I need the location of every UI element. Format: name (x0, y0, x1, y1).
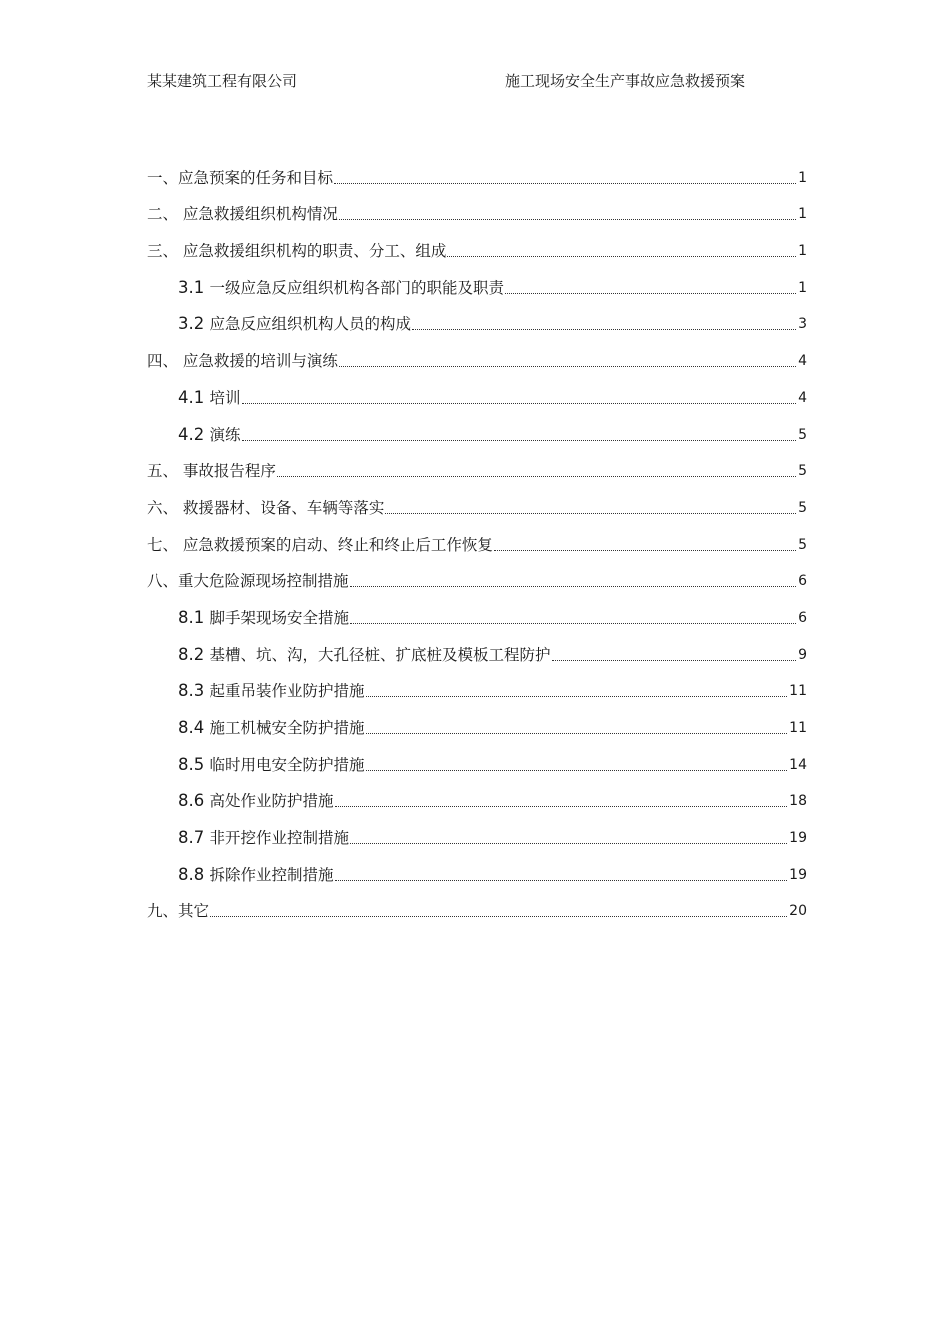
toc-entry-number: 8.6 (178, 791, 210, 811)
toc-dot-leader (505, 293, 796, 294)
toc-dot-leader (366, 770, 788, 771)
toc-entry-text: 四、 应急救援的培训与演练 (147, 352, 338, 371)
toc-dot-leader (339, 366, 796, 367)
toc-entry-text: 非开挖作业控制措施 (209, 829, 350, 848)
toc-dot-leader (350, 623, 796, 624)
toc-entry-title (147, 167, 333, 189)
toc-entry-number: 3.2 (178, 314, 210, 334)
toc-entry[interactable] (147, 739, 807, 776)
toc-dot-leader (210, 916, 787, 917)
toc-page-number: 19 (789, 866, 807, 883)
toc-entry-title (147, 570, 349, 592)
toc-entry-title (178, 644, 551, 666)
toc-page-number: 3 (798, 316, 807, 333)
toc-page-number: 4 (798, 353, 807, 370)
toc-entry-title (178, 607, 349, 629)
toc-entry[interactable] (147, 812, 807, 849)
toc-entry-text: 二、 应急救援组织机构情况 (147, 205, 338, 224)
toc-entry-number: 4.2 (178, 424, 210, 444)
toc-entry[interactable] (147, 335, 807, 372)
toc-dot-leader (339, 219, 796, 220)
toc-entry-text: 一级应急反应组织机构各部门的职能及职责 (209, 278, 505, 297)
toc-dot-leader (350, 843, 787, 844)
toc-page-number: 19 (789, 830, 807, 847)
toc-page-number: 20 (789, 903, 807, 920)
toc-entry[interactable] (147, 702, 807, 739)
toc-dot-leader (385, 513, 796, 514)
toc-entry-text: 演练 (209, 425, 241, 444)
table-of-contents (147, 152, 807, 922)
toc-page-number: 6 (798, 609, 807, 626)
toc-entry-title (178, 864, 334, 886)
toc-entry[interactable] (147, 519, 807, 556)
toc-entry-text: 九、其它 (147, 902, 210, 921)
toc-entry-title (178, 827, 349, 849)
toc-entry-title (178, 717, 365, 739)
toc-entry-number: 8.3 (178, 681, 210, 701)
toc-entry[interactable] (147, 446, 807, 483)
toc-entry-title (178, 680, 365, 702)
toc-entry-title (178, 424, 241, 446)
toc-entry-number: 8.4 (178, 718, 210, 737)
toc-entry-title (147, 350, 338, 372)
toc-dot-leader (335, 880, 788, 881)
toc-entry[interactable] (147, 629, 807, 666)
toc-entry-text: 三、 应急救援组织机构的职责、分工、组成 (147, 242, 447, 261)
toc-page-number: 1 (798, 169, 807, 186)
toc-entry-title (147, 900, 209, 922)
company-name: 某某建筑工程有限公司 (147, 72, 298, 90)
toc-entry-text: 施工机械安全防护措施 (209, 719, 365, 737)
toc-dot-leader (335, 806, 788, 807)
toc-entry-title (147, 240, 446, 262)
toc-entry[interactable] (147, 225, 807, 262)
toc-entry-text: 拆除作业控制措施 (209, 865, 334, 884)
toc-page-number: 11 (789, 683, 807, 700)
toc-page-number: 5 (798, 536, 807, 553)
toc-entry[interactable] (147, 372, 807, 409)
toc-page-number: 5 (798, 463, 807, 480)
toc-page-number: 14 (789, 756, 807, 773)
toc-entry[interactable] (147, 849, 807, 886)
toc-entry[interactable] (147, 189, 807, 226)
toc-entry-title (178, 277, 504, 299)
toc-entry-number: 8.2 (178, 644, 210, 664)
toc-entry[interactable] (147, 152, 807, 189)
toc-dot-leader (447, 256, 796, 257)
page-header (147, 70, 807, 92)
toc-entry-number: 4.1 (178, 387, 210, 407)
toc-entry-title (147, 497, 384, 519)
toc-page-number: 1 (798, 279, 807, 296)
toc-page-number: 18 (789, 793, 807, 810)
toc-entry[interactable] (147, 262, 807, 299)
toc-dot-leader (366, 733, 788, 734)
toc-dot-leader (277, 476, 796, 477)
toc-entry-title (147, 534, 493, 556)
toc-entry[interactable] (147, 482, 807, 519)
toc-page-number: 4 (798, 389, 807, 406)
toc-dot-leader (242, 403, 797, 404)
toc-entry[interactable] (147, 409, 807, 446)
toc-entry-number: 3.1 (178, 277, 210, 297)
toc-dot-leader (242, 440, 797, 441)
toc-entry[interactable] (147, 556, 807, 593)
toc-page-number: 1 (798, 243, 807, 260)
toc-entry-number: 8.5 (178, 754, 210, 774)
toc-entry[interactable] (147, 592, 807, 629)
toc-entry-title (147, 460, 276, 482)
toc-entry-text: 一、应急预案的任务和目标 (147, 168, 334, 187)
toc-entry-text: 脚手架现场安全措施 (209, 608, 350, 627)
toc-entry-text: 八、重大危险源现场控制措施 (147, 572, 349, 591)
toc-entry-title (178, 754, 365, 776)
toc-entry[interactable] (147, 886, 807, 923)
toc-page-number: 5 (798, 426, 807, 443)
toc-entry-text: 培训 (209, 388, 241, 407)
toc-entry-text: 五、 事故报告程序 (147, 462, 276, 481)
toc-entry[interactable] (147, 299, 807, 336)
document-title: 施工现场安全生产事故应急救援预案 (505, 72, 746, 90)
toc-entry-text: 高处作业防护措施 (209, 792, 334, 811)
toc-entry-title (178, 313, 411, 335)
toc-entry-text: 六、 救援器材、设备、车辆等落实 (147, 498, 385, 517)
toc-entry-number: 8.7 (178, 828, 210, 848)
toc-dot-leader (552, 660, 797, 661)
toc-entry-title (147, 203, 338, 225)
toc-entry-text: 七、 应急救援预案的启动、终止和终止后工作恢复 (147, 535, 493, 554)
toc-entry-text: 应急反应组织机构人员的构成 (209, 315, 412, 334)
toc-entry[interactable] (147, 776, 807, 813)
toc-page-number: 11 (789, 720, 807, 736)
toc-entry[interactable] (147, 666, 807, 703)
toc-entry-text: 临时用电安全防护措施 (209, 755, 365, 774)
toc-entry-text: 基槽、坑、沟，大孔径桩、扩底桩及模板工程防护 (209, 645, 551, 664)
toc-entry-text: 起重吊装作业防护措施 (209, 682, 365, 701)
toc-page-number: 6 (798, 573, 807, 590)
toc-page-number: 5 (798, 499, 807, 516)
toc-entry-number: 8.1 (178, 607, 210, 627)
toc-entry-number: 8.8 (178, 864, 210, 884)
toc-page-number: 1 (798, 206, 807, 223)
toc-entry-title (178, 790, 334, 812)
toc-page-number: 9 (798, 646, 807, 663)
toc-dot-leader (494, 550, 796, 551)
toc-entry-title (178, 387, 241, 409)
toc-dot-leader (412, 329, 796, 330)
toc-dot-leader (334, 183, 796, 184)
toc-dot-leader (350, 586, 797, 587)
toc-dot-leader (366, 696, 788, 697)
